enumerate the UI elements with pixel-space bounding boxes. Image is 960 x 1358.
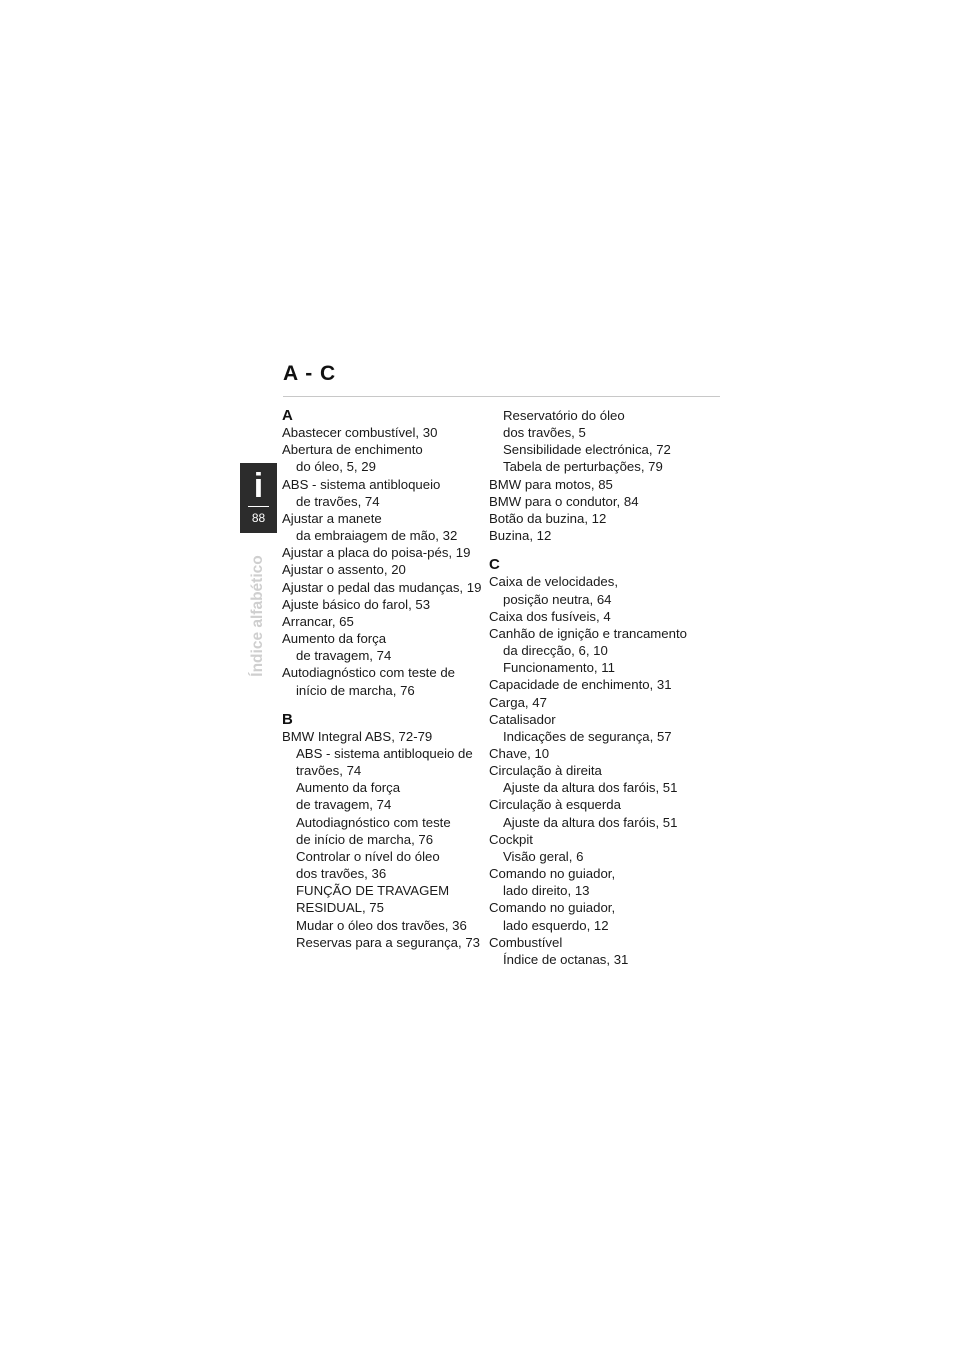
index-entry: BMW para o condutor, 84 (489, 493, 639, 509)
index-letter-heading: A (282, 407, 293, 424)
index-entry: Aumento da força (282, 631, 387, 647)
index-entry: Buzina, 12 (489, 528, 552, 544)
index-entry: Circulação à direita (489, 763, 602, 779)
index-entry: Carga, 47 (489, 694, 547, 710)
tab-divider (248, 506, 269, 507)
index-subentry: Reservas para a segurança, 73 (296, 934, 481, 950)
index-entry: Combustível (489, 934, 563, 950)
index-subentry: Índice de octanas, 31 (503, 951, 629, 967)
page-title: A - C (283, 362, 337, 385)
index-gap (489, 544, 704, 556)
index-subentry: Controlar o nível do óleo (296, 848, 440, 864)
index-subentry: Indicações de segurança, 57 (503, 728, 672, 744)
index-subentry: de início de marcha, 76 (296, 831, 434, 847)
index-subentry: do óleo, 5, 29 (296, 459, 376, 475)
index-entry: Abastecer combustível, 30 (282, 425, 438, 441)
index-entry: BMW Integral ABS, 72-79 (282, 728, 433, 744)
index-subentry: lado direito, 13 (503, 883, 590, 899)
index-entry: Canhão de ignição e trancamento (489, 625, 687, 641)
index-subentry: da direcção, 6, 10 (503, 643, 608, 659)
index-subentry: Aumento da força (296, 780, 401, 796)
index-entry: Caixa de velocidades, (489, 574, 619, 590)
index-subentry: da embraiagem de mão, 32 (296, 528, 458, 544)
index-entry: Botão da buzina, 12 (489, 510, 607, 526)
index-entry: Capacidade de enchimento, 31 (489, 677, 672, 693)
index-column-right (489, 407, 704, 968)
index-entry: Comando no guiador, (489, 866, 616, 882)
index-subentry: FUNÇÃO DE TRAVAGEM (296, 883, 450, 899)
index-entry: BMW para motos, 85 (489, 476, 613, 492)
index-letter-heading: C (489, 556, 500, 574)
index-subentry: RESIDUAL, 75 (296, 900, 384, 916)
index-entry: Ajustar a manete (282, 510, 382, 526)
index-subentry: início de marcha, 76 (296, 682, 415, 698)
index-column-left (282, 407, 487, 951)
index-entry: Arrancar, 65 (282, 613, 354, 629)
index-subentry: Sensibilidade electrónica, 72 (503, 442, 671, 458)
index-subentry: dos travões, 5 (503, 425, 586, 441)
index-subentry: Autodiagnóstico com teste (296, 814, 451, 830)
index-gap (282, 699, 487, 711)
index-entry: Catalisador (489, 711, 556, 727)
index-subentry: Reservatório do óleo (503, 408, 625, 423)
index-entry: Ajuste básico do farol, 53 (282, 596, 431, 612)
title-divider (283, 396, 720, 397)
index-subentry: de travagem, 74 (296, 648, 392, 664)
index-subentry: Mudar o óleo dos travões, 36 (296, 917, 467, 933)
index-entry: Cockpit (489, 831, 533, 847)
index-subentry: de travões, 74 (296, 493, 380, 509)
index-subentry: de travagem, 74 (296, 797, 392, 813)
index-entry: Ajustar o assento, 20 (282, 562, 406, 578)
index-subentry: Visão geral, 6 (503, 848, 584, 864)
index-entry: Ajustar a placa do poisa-pés, 19 (282, 545, 471, 561)
index-entry: Circulação à esquerda (489, 797, 621, 813)
index-entry: Caixa dos fusíveis, 4 (489, 608, 611, 624)
section-label: Índice alfabético (249, 555, 266, 677)
index-entry: ABS - sistema antibloqueio (282, 476, 441, 492)
section-tab (240, 463, 277, 533)
index-entry: Chave, 10 (489, 745, 550, 761)
page-number: 88 (251, 511, 266, 525)
index-entry: Autodiagnóstico com teste de (282, 665, 456, 681)
index-subentry: Ajuste da altura dos faróis, 51 (503, 814, 678, 830)
index-letter-heading: B (282, 710, 293, 728)
index-entry: Comando no guiador, (489, 900, 616, 916)
index-entry: Ajustar o pedal das mudanças, 19 (282, 579, 482, 595)
index-subentry: posição neutra, 64 (503, 591, 612, 607)
index-subentry: lado esquerdo, 12 (503, 917, 609, 933)
index-subentry: Ajuste da altura dos faróis, 51 (503, 780, 678, 796)
info-icon: i (253, 467, 264, 505)
index-subentry: Funcionamento, 11 (503, 660, 615, 676)
index-subentry: dos travões, 36 (296, 866, 387, 882)
index-subentry: travões, 74 (296, 763, 362, 779)
index-subentry: Tabela de perturbações, 79 (503, 459, 663, 475)
index-subentry: ABS - sistema antibloqueio de (296, 745, 473, 761)
index-entry: Abertura de enchimento (282, 442, 423, 458)
